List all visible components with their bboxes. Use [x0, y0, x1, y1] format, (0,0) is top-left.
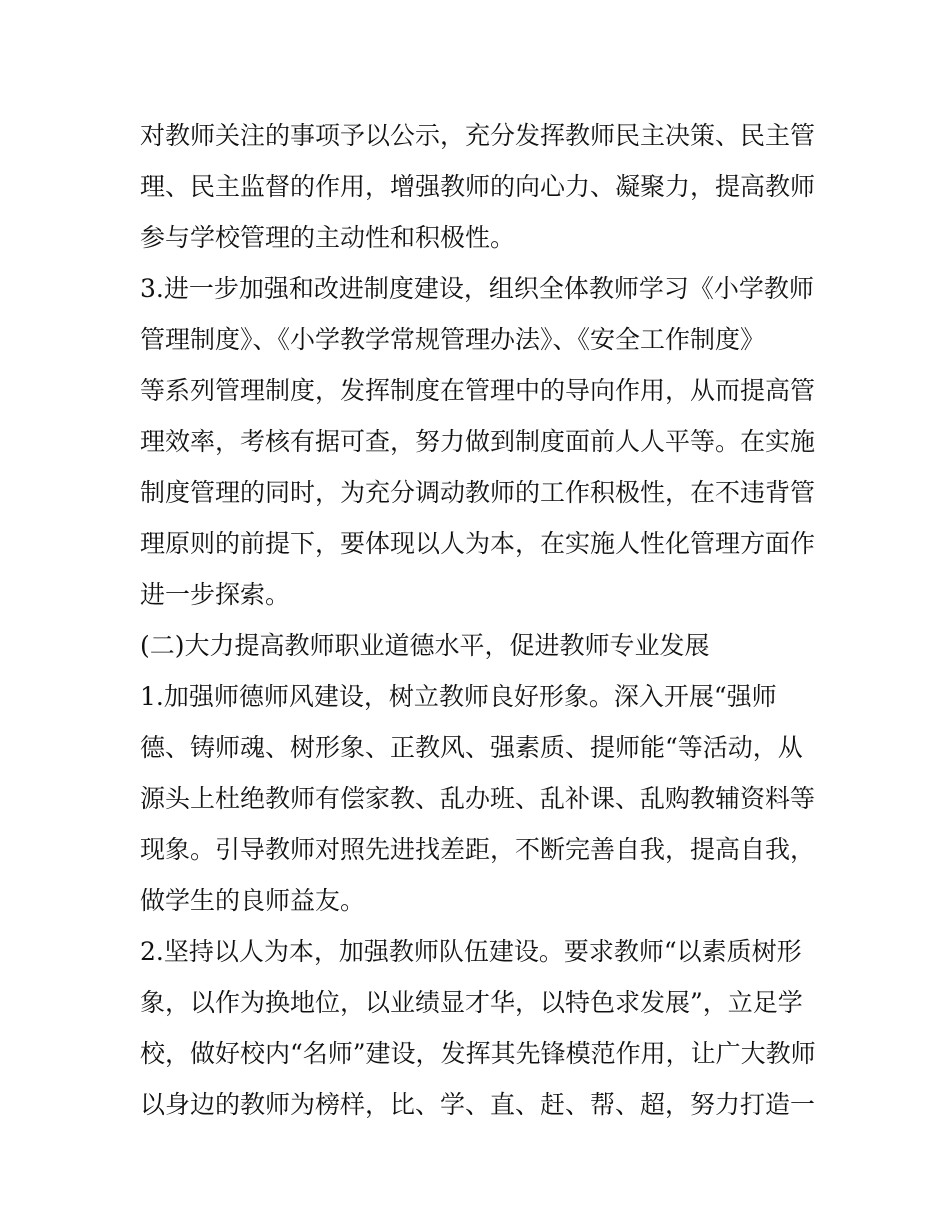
text-line: 理效率，考核有据可查，努力做到制度面前人人平等。在实施: [140, 427, 816, 456]
text-line: 3.进一步加强和改进制度建设，组织全体教师学习《小学教师: [140, 274, 814, 303]
text-line: 参与学校管理的主动性和积极性。: [140, 223, 516, 252]
text-line: 对教师关注的事项予以公示，充分发挥教师民主决策、民主管: [140, 121, 816, 150]
text-line: 现象。引导教师对照先进找差距，不断完善自我，提高自我，: [140, 835, 816, 864]
text-line: 源头上杜绝教师有偿家教、乱办班、乱补课、乱购教辅资料等: [140, 784, 816, 813]
text-line: 等系列管理制度，发挥制度在管理中的导向作用，从而提高管: [140, 376, 816, 405]
text-line: 制度管理的同时，为充分调动教师的工作积极性，在不违背管: [140, 478, 816, 507]
body-text: [140, 110, 820, 1130]
text-line: 2.坚持以人为本，加强教师队伍建设。要求教师“以素质树形: [140, 937, 802, 966]
text-line: 管理制度》、《小学教学常规管理办法》、《安全工作制度》: [140, 325, 766, 354]
text-line: 理原则的前提下，要体现以人为本，在实施人性化管理方面作: [140, 529, 816, 558]
text-line: 理、民主监督的作用，增强教师的向心力、凝聚力，提高教师: [140, 172, 816, 201]
text-line: 以身边的教师为榜样，比、学、直、赶、帮、超，努力打造一: [140, 1090, 816, 1119]
text-line: 校，做好校内“名师”建设，发挥其先锋模范作用，让广大教师: [140, 1039, 816, 1068]
text-line: 1.加强师德师风建设，树立教师良好形象。深入开展“强师: [140, 682, 777, 711]
text-line: 做学生的良师益友。: [140, 886, 366, 915]
text-line: 进一步探索。: [140, 580, 291, 609]
section-heading: (二)大力提高教师职业道德水平，促进教师专业发展: [140, 631, 710, 660]
text-line: 象，以作为换地位，以业绩显才华，以特色求发展”，立足学: [140, 988, 803, 1017]
text-line: 德、铸师魂、树形象、正教风、强素质、提师能“等活动，从: [140, 733, 803, 762]
